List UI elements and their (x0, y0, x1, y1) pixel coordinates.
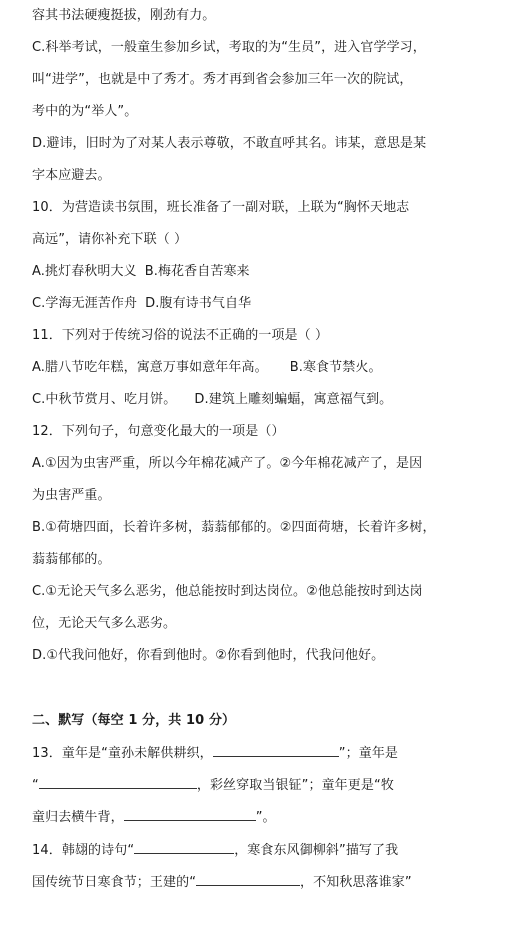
text-fragment: 童归去横牛背， (32, 810, 124, 825)
text-fragment: ”。 (255, 810, 276, 825)
text-fragment: “ (32, 778, 39, 793)
options-row (32, 390, 502, 410)
answer-blank[interactable] (196, 873, 300, 886)
answer-blank[interactable] (213, 744, 339, 757)
text-fragment: 13．童年是“童孙未解供耕织， (32, 746, 213, 761)
option-b: B.寒食节禁火。 (289, 360, 382, 375)
option-b-line: B.①荷塘四面，长着许多树，蓊蓊郁郁的。②四面荷塘，长着许多树， (32, 520, 436, 535)
options-row (32, 358, 502, 378)
option-d: D.建筑上雕刻蝙蝠，寓意福气到。 (194, 392, 393, 407)
text-fragment: ”；童年是 (338, 746, 399, 761)
question-14-line (32, 841, 502, 861)
option-c-line: C.科举考试，一般童生参加乡试，考取的为“生员”，进入官学学习， (32, 40, 426, 55)
option-d: D.腹有诗书气自华 (145, 296, 252, 311)
option-c: C.中秋节赏月、吃月饼。 (32, 392, 177, 407)
option-d-line: D.①代我问他好，你看到他时。②你看到他时，代我问他好。 (32, 648, 385, 663)
text-fragment: ，彩丝穿取当银钲”；童年更是“牧 (196, 778, 394, 793)
question-13-line (32, 776, 502, 796)
text-line: 考中的为“举人”。 (32, 104, 138, 119)
text-line: 叫“进学”，也就是中了秀才。秀才再到省会参加三年一次的院试， (32, 72, 413, 87)
text-line: 容其书法硬瘦挺拔，刚劲有力。 (32, 8, 216, 23)
option-a: A.挑灯春秋明大义 (32, 264, 137, 279)
answer-blank[interactable] (39, 776, 197, 789)
option-a: A.腊八节吃年糕，寓意万事如意年年高。 (32, 360, 268, 375)
option-b: B.梅花香自苦寒来 (144, 264, 250, 279)
question-12-line: 12．下列句子，句意变化最大的一项是（） (32, 424, 285, 439)
text-fragment: ，不知秋思落谁家” (300, 875, 412, 890)
text-line: 高远”，请你补充下联（ ） (32, 232, 188, 247)
answer-blank[interactable] (134, 841, 234, 854)
text-fragment: ，寒食东风御柳斜”描写了我 (234, 843, 399, 858)
option-d-line: D.避讳，旧时为了对某人表示尊敬，不敢直呼其名。讳某，意思是某 (32, 136, 427, 151)
text-fragment: 14．韩翃的诗句“ (32, 843, 135, 858)
option-c-line: C.①无论天气多么恶劣，他总能按时到达岗位。②他总能按时到达岗 (32, 584, 423, 599)
options-row (32, 262, 502, 282)
text-fragment: 国传统节日寒食节；王建的“ (32, 875, 197, 890)
answer-blank[interactable] (124, 808, 256, 821)
text-line: 字本应避去。 (32, 168, 111, 183)
text-line: 为虫害严重。 (32, 488, 111, 503)
question-11-line: 11．下列对于传统习俗的说法不正确的一项是（ ） (32, 328, 329, 343)
question-13-line (32, 808, 502, 828)
options-row (32, 294, 502, 314)
question-14-line (32, 873, 502, 893)
text-line: 位，无论天气多么恶劣。 (32, 616, 177, 631)
option-c: C.学海无涯苦作舟 (32, 296, 138, 311)
option-a-line: A.①因为虫害严重，所以今年棉花减产了。②今年棉花减产了，是因 (32, 456, 423, 471)
section-heading: 二、默写（每空 1 分，共 10 分） (32, 713, 236, 728)
question-10-line: 10．为营造读书氛围，班长准备了一副对联，上联为“胸怀天地志 (32, 200, 410, 215)
question-13-line (32, 744, 502, 764)
text-line: 蓊蓊郁郁的。 (32, 552, 111, 567)
